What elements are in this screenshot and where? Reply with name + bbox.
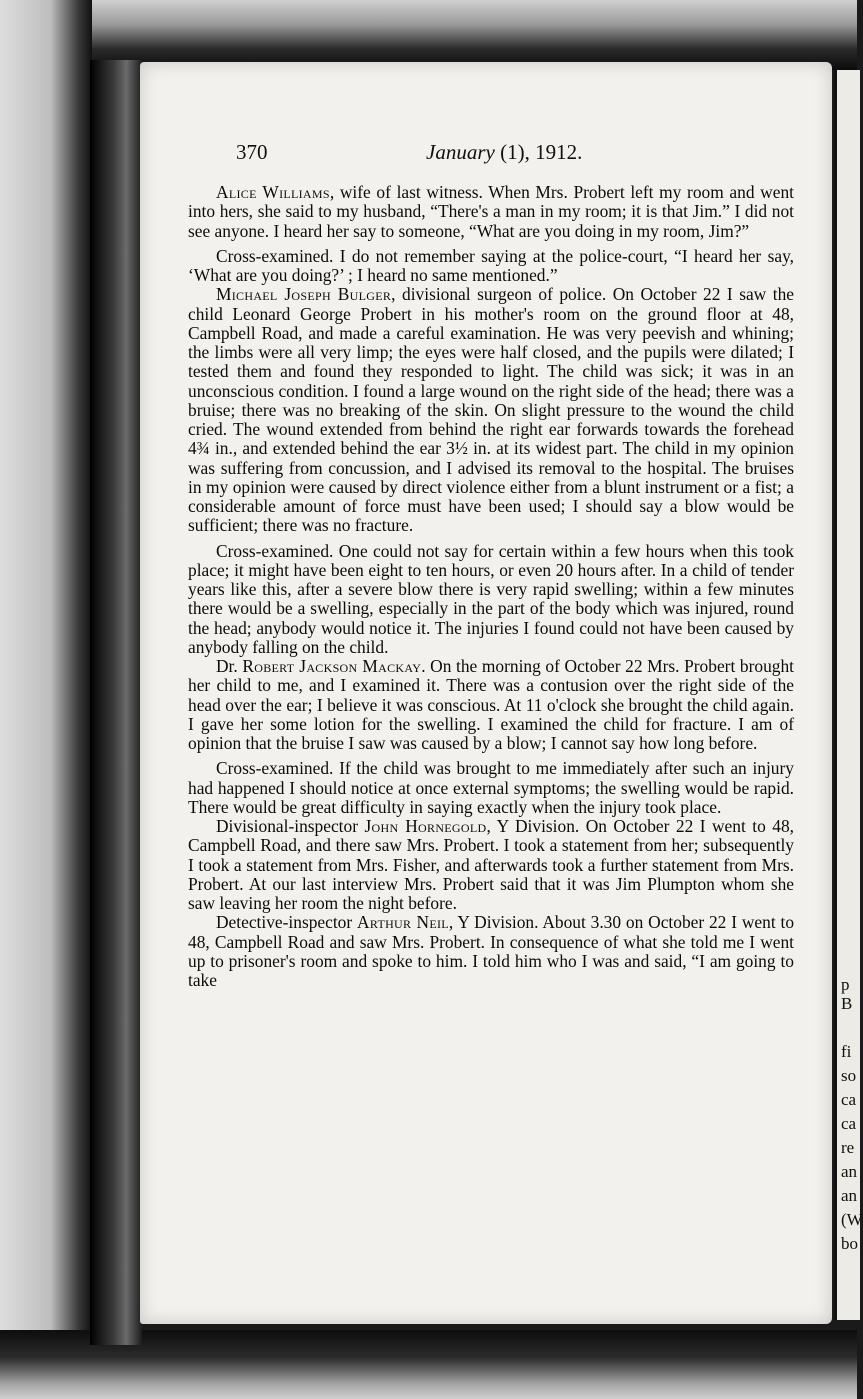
paragraph-john-hornegold [188,817,794,913]
witness-title: Divisional-inspector [216,816,365,836]
paragraph-text: , divisional surgeon of police. On October 22 I saw the child Leonard George Probert in his mother's room on the ground floor at 48, Campbell Road, and made a careful examination. He was very peevish and whining; the limbs were all very limp; the eyes were half closed, and the pupils were dilated; I tested them and found they responded to light. The child was sick; it was in an unconscious condition. I found a large wound on the right side of the head; there was a bruise; there was no breaking of the skin. On slight pressure to the wound the child cried. The wound extended from behind the right ear forwards towards the forehead 4¾ in., and extended behind the ear 3½ in. at its widest part. The child in my opinion was suffering from concussion, and I advised its removal to the hospital. The bruises in my opinion were caused by direct violence either from a blunt instrument or a fist; a considerable amount of force must have been used; I should say a blow would be sufficient; there was no fracture. [188,284,794,536]
running-head-date: (1), 1912. [494,140,583,164]
witness-title: Detective-inspector [216,912,358,933]
facing-page-fragment: an [841,1162,858,1181]
facing-page-fragment: so [841,1066,857,1085]
page-number: 370 [236,140,268,164]
facing-page-fragment: an [841,1186,858,1205]
witness-name: Arthur Neil [357,912,449,933]
witness-name: Robert Jackson Mackay [242,656,422,676]
facing-page-fragment: p [841,975,850,994]
book-spine [90,60,142,1345]
witness-name: Michael Joseph Bulger [216,284,392,305]
paragraph-text: Cross-examined. One could not say for certain within a few hours when this took place; it might have been eight to ten hours, or even 20 hours after. In a child of tender years like this, after a severe blow there is very rapid swelling; within a few minutes there would be a swelling, especially in the part of the body which was injured, round the head; anybody would notice it. The injuries I found could not have been caused by anybody falling on the child. [188,540,794,657]
paragraph-text: Cross-examined. If the child was brought to me immediately after such an injury had happened I should notice at once external symptoms; the swelling would be rapid. There would be great difficulty in saying exactly when the injury took place. [188,758,794,817]
paragraph-michael-bulger [188,285,794,535]
paragraph-cross-examined [188,542,794,658]
facing-page-fragment: ca [841,1090,857,1109]
facing-page-fragment: B [841,994,853,1013]
facing-page-fragment: ca [841,1114,857,1133]
scan-background-left [0,0,92,1399]
paragraph-text: , Y Division. On October 22 I went to 48, Campbell Road, and there saw Mrs. Probert. I took a statement from her; subsequently I took a statement from Mrs. Fisher, and afterwards took a further statement from Mrs. Probert. At our last interview Mrs. Probert said that it was Jim Plumpton whom she saw leaving her room the night before. [188,816,794,913]
paragraph-text: , Y Division. About 3.30 on October 22 I went to 48, Campbell Road and saw Mrs. Probert. In consequence of what she told me I went up to prisoner's room and spoke to him. I told him who I was and said, “I am going to take [188,912,795,990]
paragraph-text: . On the morning of October 22 Mrs. Probert brought her child to me, and I examined it. There was a contusion over the right side of the head over the ear; I believe it was conscious. At 11 o'clock she brought the child again. I gave her some lotion for the swelling. I examined the child for fracture. I am of opinion that the bruise I saw was caused by a blow; I cannot say how long before. [188,656,794,753]
page-header [236,140,796,170]
facing-page-edge [834,70,863,1320]
witness-name: John Hornegold [364,816,487,836]
running-head [426,140,582,165]
facing-page-fragment: (W [841,1210,863,1229]
paragraph-cross-examined [188,759,794,817]
paragraph-text: , wife of last witness. When Mrs. Probert left my room and went into hers, she said to my husband, “There's a man in my room; it is that Jim.” I did not see anyone. I heard her say to someone, “What are you doing in my room, Jim?” [188,182,794,241]
witness-name: Alice Williams [216,182,330,202]
paragraph-alice-williams [188,183,794,241]
witness-title: Dr. [216,656,243,676]
facing-page-fragment: bo [841,1234,858,1253]
paragraph-text: Cross-examined. I do not remember saying at the police-court, “I heard her say, ‘What are you doing?’ ; I heard no same mentioned.” [188,245,794,285]
facing-page-fragment: fi [841,1042,852,1061]
paragraph-arthur-neil [188,913,794,990]
paragraph-robert-mackay [188,657,794,753]
facing-page-fragment: re [841,1138,855,1157]
running-head-month: January [426,140,495,164]
paragraph-cross-examined [188,247,794,286]
body-text [188,183,794,990]
